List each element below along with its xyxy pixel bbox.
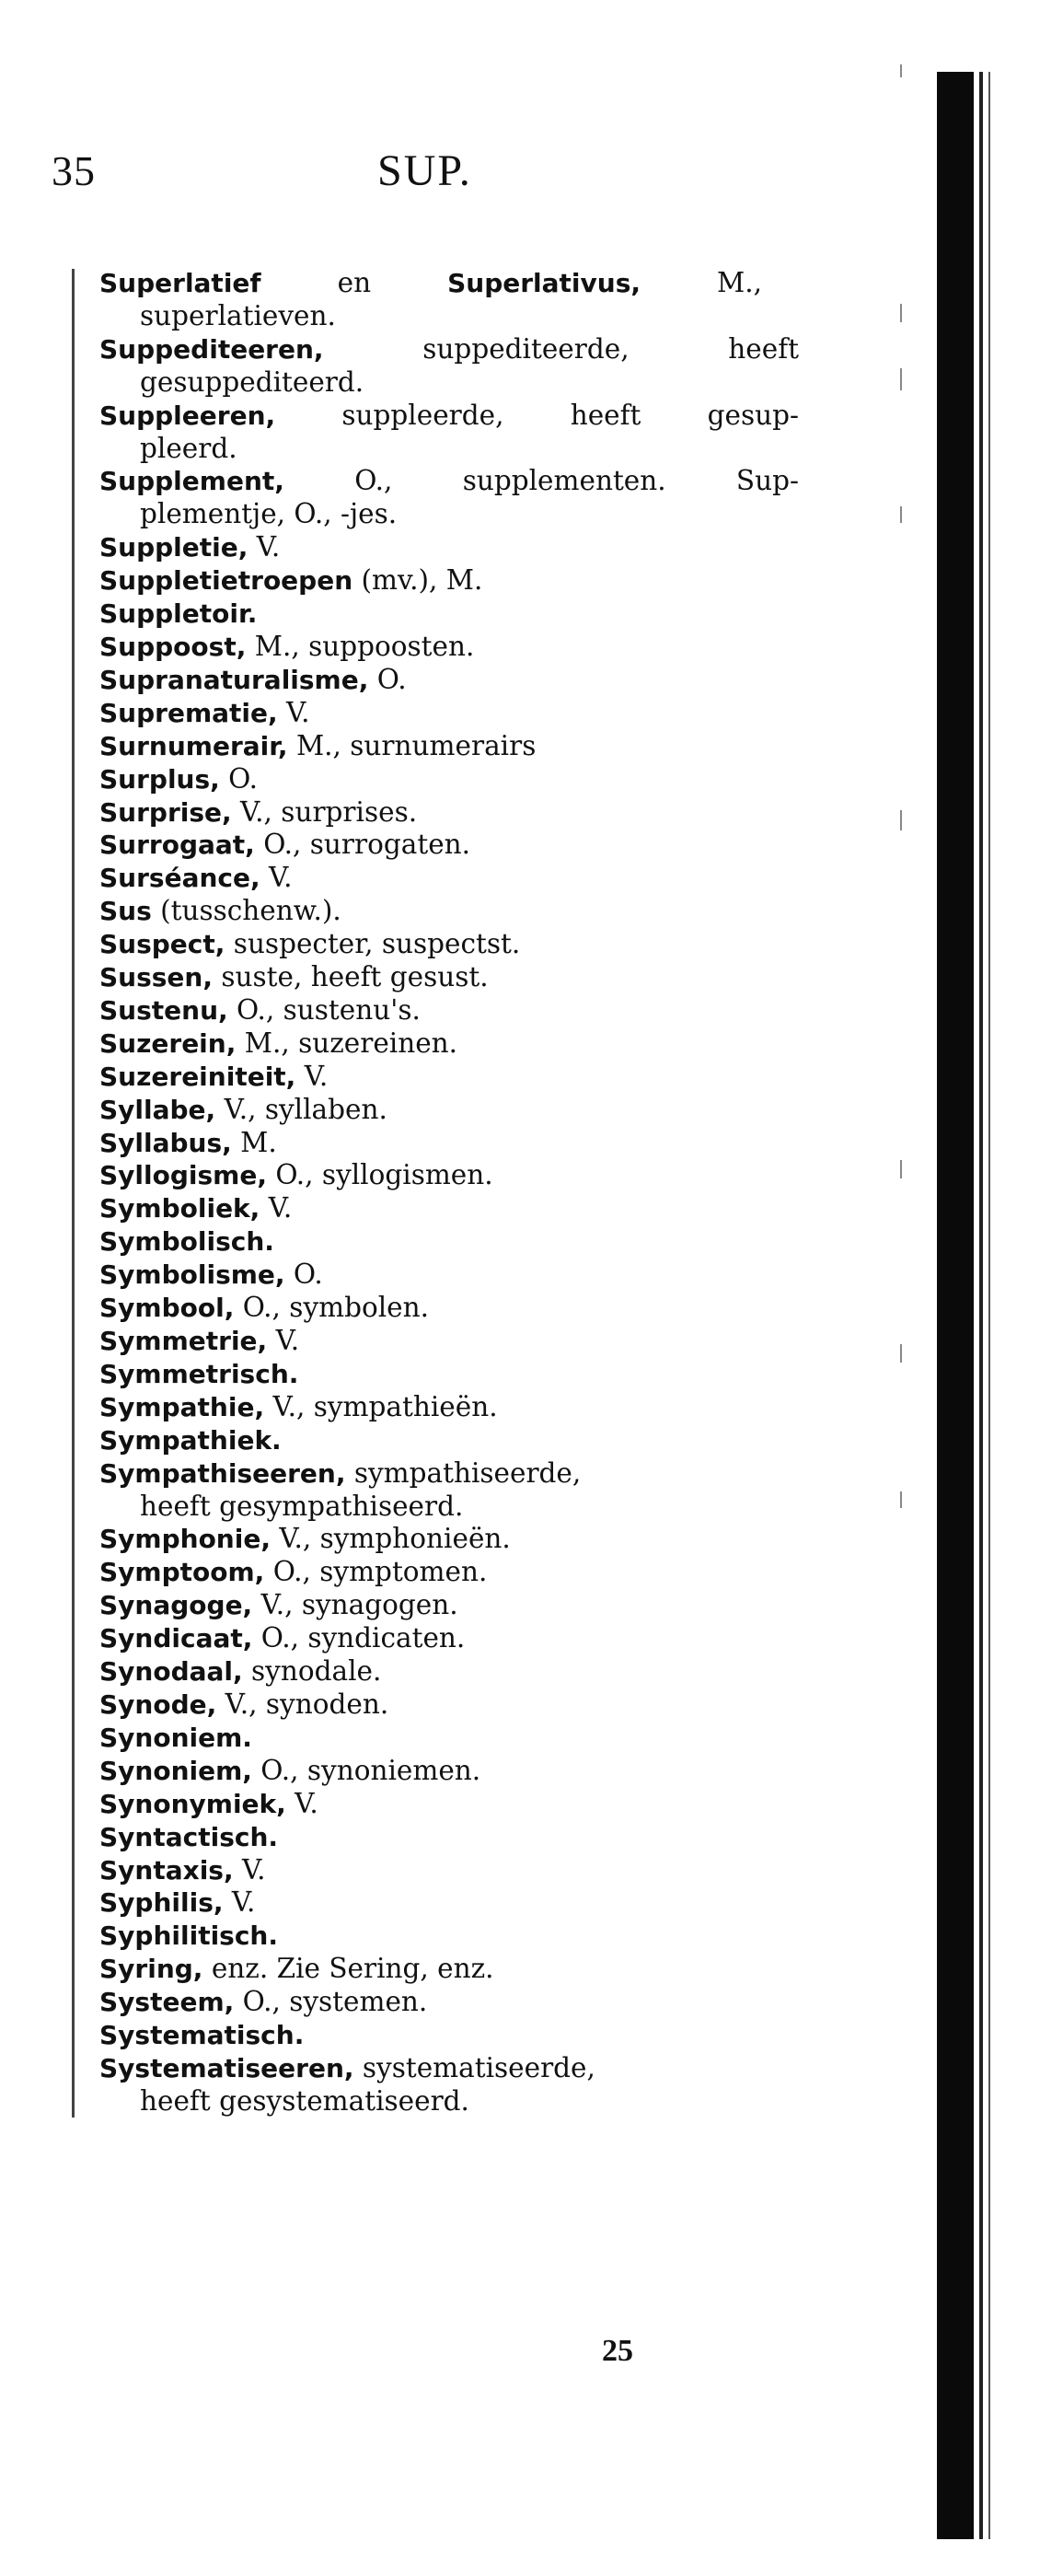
scan-speck xyxy=(900,1491,902,1508)
dictionary-entry: Sympathiseeren, sympathiseerde, xyxy=(99,1456,582,1489)
dictionary-entry: Surnumerair, M., surnumerairs xyxy=(99,729,537,761)
dictionary-entries xyxy=(99,267,799,2118)
dictionary-entry: Suzereiniteit, V. xyxy=(99,1060,329,1092)
scan-speck xyxy=(900,1344,902,1363)
dictionary-entry: Surplus, O. xyxy=(99,762,259,795)
binding-edge-line xyxy=(988,72,990,2539)
dictionary-entry: Synagoge, V., synagogen. xyxy=(99,1589,458,1621)
dictionary-entry: Suppediteeren, suppediteerde, heeft xyxy=(99,332,799,365)
dictionary-entry: Sympathiek. xyxy=(99,1424,282,1456)
dictionary-entry: Suppletietroepen (mv.), M. xyxy=(99,564,483,597)
dictionary-entry: Suppletie, V. xyxy=(99,531,281,563)
dictionary-entry: Symptoom, O., symptomen. xyxy=(99,1556,488,1588)
page-number-bottom: 25 xyxy=(602,2334,633,2368)
dictionary-entry: Supranaturalisme, O. xyxy=(99,663,407,695)
running-head: SUP. xyxy=(377,146,472,195)
dictionary-entry: Syring, enz. Zie Sering, enz. xyxy=(99,1953,494,1985)
dictionary-entry: Synoniem. xyxy=(99,1722,252,1753)
dictionary-entry: Systematiseeren, systematiseerde, xyxy=(99,2051,595,2083)
binding-edge-line xyxy=(979,72,983,2539)
dictionary-entry-continuation: heeft gesystematiseerd. xyxy=(140,2084,469,2117)
dictionary-entry: Suppletoir. xyxy=(99,598,258,630)
dictionary-entry: Symmetrie, V. xyxy=(99,1325,300,1356)
dictionary-entry: Systeem, O., systemen. xyxy=(99,1986,428,2018)
dictionary-entry: Symbool, O., symbolen. xyxy=(99,1292,430,1324)
dictionary-entry: Synoniem, O., synoniemen. xyxy=(99,1754,481,1786)
dictionary-entry: Sustenu, O., sustenu's. xyxy=(99,993,421,1026)
dictionary-entry: Suzerein, M., suzereinen. xyxy=(99,1027,458,1059)
dictionary-entry: Sympathie, V., sympathieën. xyxy=(99,1390,498,1422)
dictionary-entry: Sussen, suste, heeft gesust. xyxy=(99,961,489,993)
dictionary-entry: Superlatief en Superlativus, M., xyxy=(99,267,762,298)
dictionary-entry: Synode, V., synoden. xyxy=(99,1688,389,1720)
dictionary-entry: Syndicaat, O., syndicaten. xyxy=(99,1622,466,1654)
scan-speck xyxy=(900,1160,902,1178)
dictionary-entry: Symbolisme, O. xyxy=(99,1259,323,1291)
scan-speck xyxy=(900,810,902,830)
dictionary-entry: Syllabe, V., syllaben. xyxy=(99,1093,387,1125)
dictionary-entry: Synodaal, synodale. xyxy=(99,1655,382,1688)
dictionary-entry: Suspect, suspecter, suspectst. xyxy=(99,928,521,960)
dictionary-entry: Surséance, V. xyxy=(99,862,293,894)
dictionary-entry-continuation: heeft gesympathiseerd. xyxy=(140,1490,464,1522)
dictionary-entry: Supplement, O., supplementen. Sup- xyxy=(99,465,799,497)
dictionary-entry: Suprematie, V. xyxy=(99,696,310,728)
dictionary-entry-continuation: plementje, O., -jes. xyxy=(140,498,398,530)
dictionary-entry: Suppoost, M., suppoosten. xyxy=(99,630,475,662)
dictionary-entry: Syphilitisch. xyxy=(99,1920,279,1952)
dictionary-entry-continuation: pleerd. xyxy=(140,432,237,464)
dictionary-entry: Syllabus, M. xyxy=(99,1126,277,1158)
dictionary-entry-continuation: superlatieven. xyxy=(140,299,336,331)
dictionary-entry: Syntaxis, V. xyxy=(99,1853,266,1886)
dictionary-entry: Systematisch. xyxy=(99,2020,305,2051)
dictionary-entry: Syphilis, V. xyxy=(99,1886,256,1919)
scan-speck xyxy=(900,64,902,77)
dictionary-entry: Syntactisch. xyxy=(99,1821,279,1852)
dictionary-entry: Symphonie, V., symphonieën. xyxy=(99,1523,511,1555)
scan-speck xyxy=(900,506,902,523)
page-number-top: 35 xyxy=(52,147,96,194)
scan-speck xyxy=(900,368,902,390)
scan-speck xyxy=(900,304,902,322)
dictionary-entry: Synonymiek, V. xyxy=(99,1787,318,1819)
dictionary-entry: Surrogaat, O., surrogaten. xyxy=(99,829,471,861)
binding-edge xyxy=(937,72,974,2539)
dictionary-entry: Symboliek, V. xyxy=(99,1192,293,1224)
dictionary-entry-continuation: gesuppediteerd. xyxy=(140,366,364,398)
dictionary-entry: Syllogisme, O., syllogismen. xyxy=(99,1159,493,1191)
left-margin-rule xyxy=(72,269,75,2118)
dictionary-entry: Suppleeren, suppleerde, heeft gesup- xyxy=(99,399,799,431)
dictionary-entry: Surprise, V., surprises. xyxy=(99,795,418,828)
dictionary-entry: Symmetrisch. xyxy=(99,1358,299,1389)
dictionary-entry: Symbolisch. xyxy=(99,1226,274,1258)
dictionary-entry: Sus (tusschenw.). xyxy=(99,895,341,927)
